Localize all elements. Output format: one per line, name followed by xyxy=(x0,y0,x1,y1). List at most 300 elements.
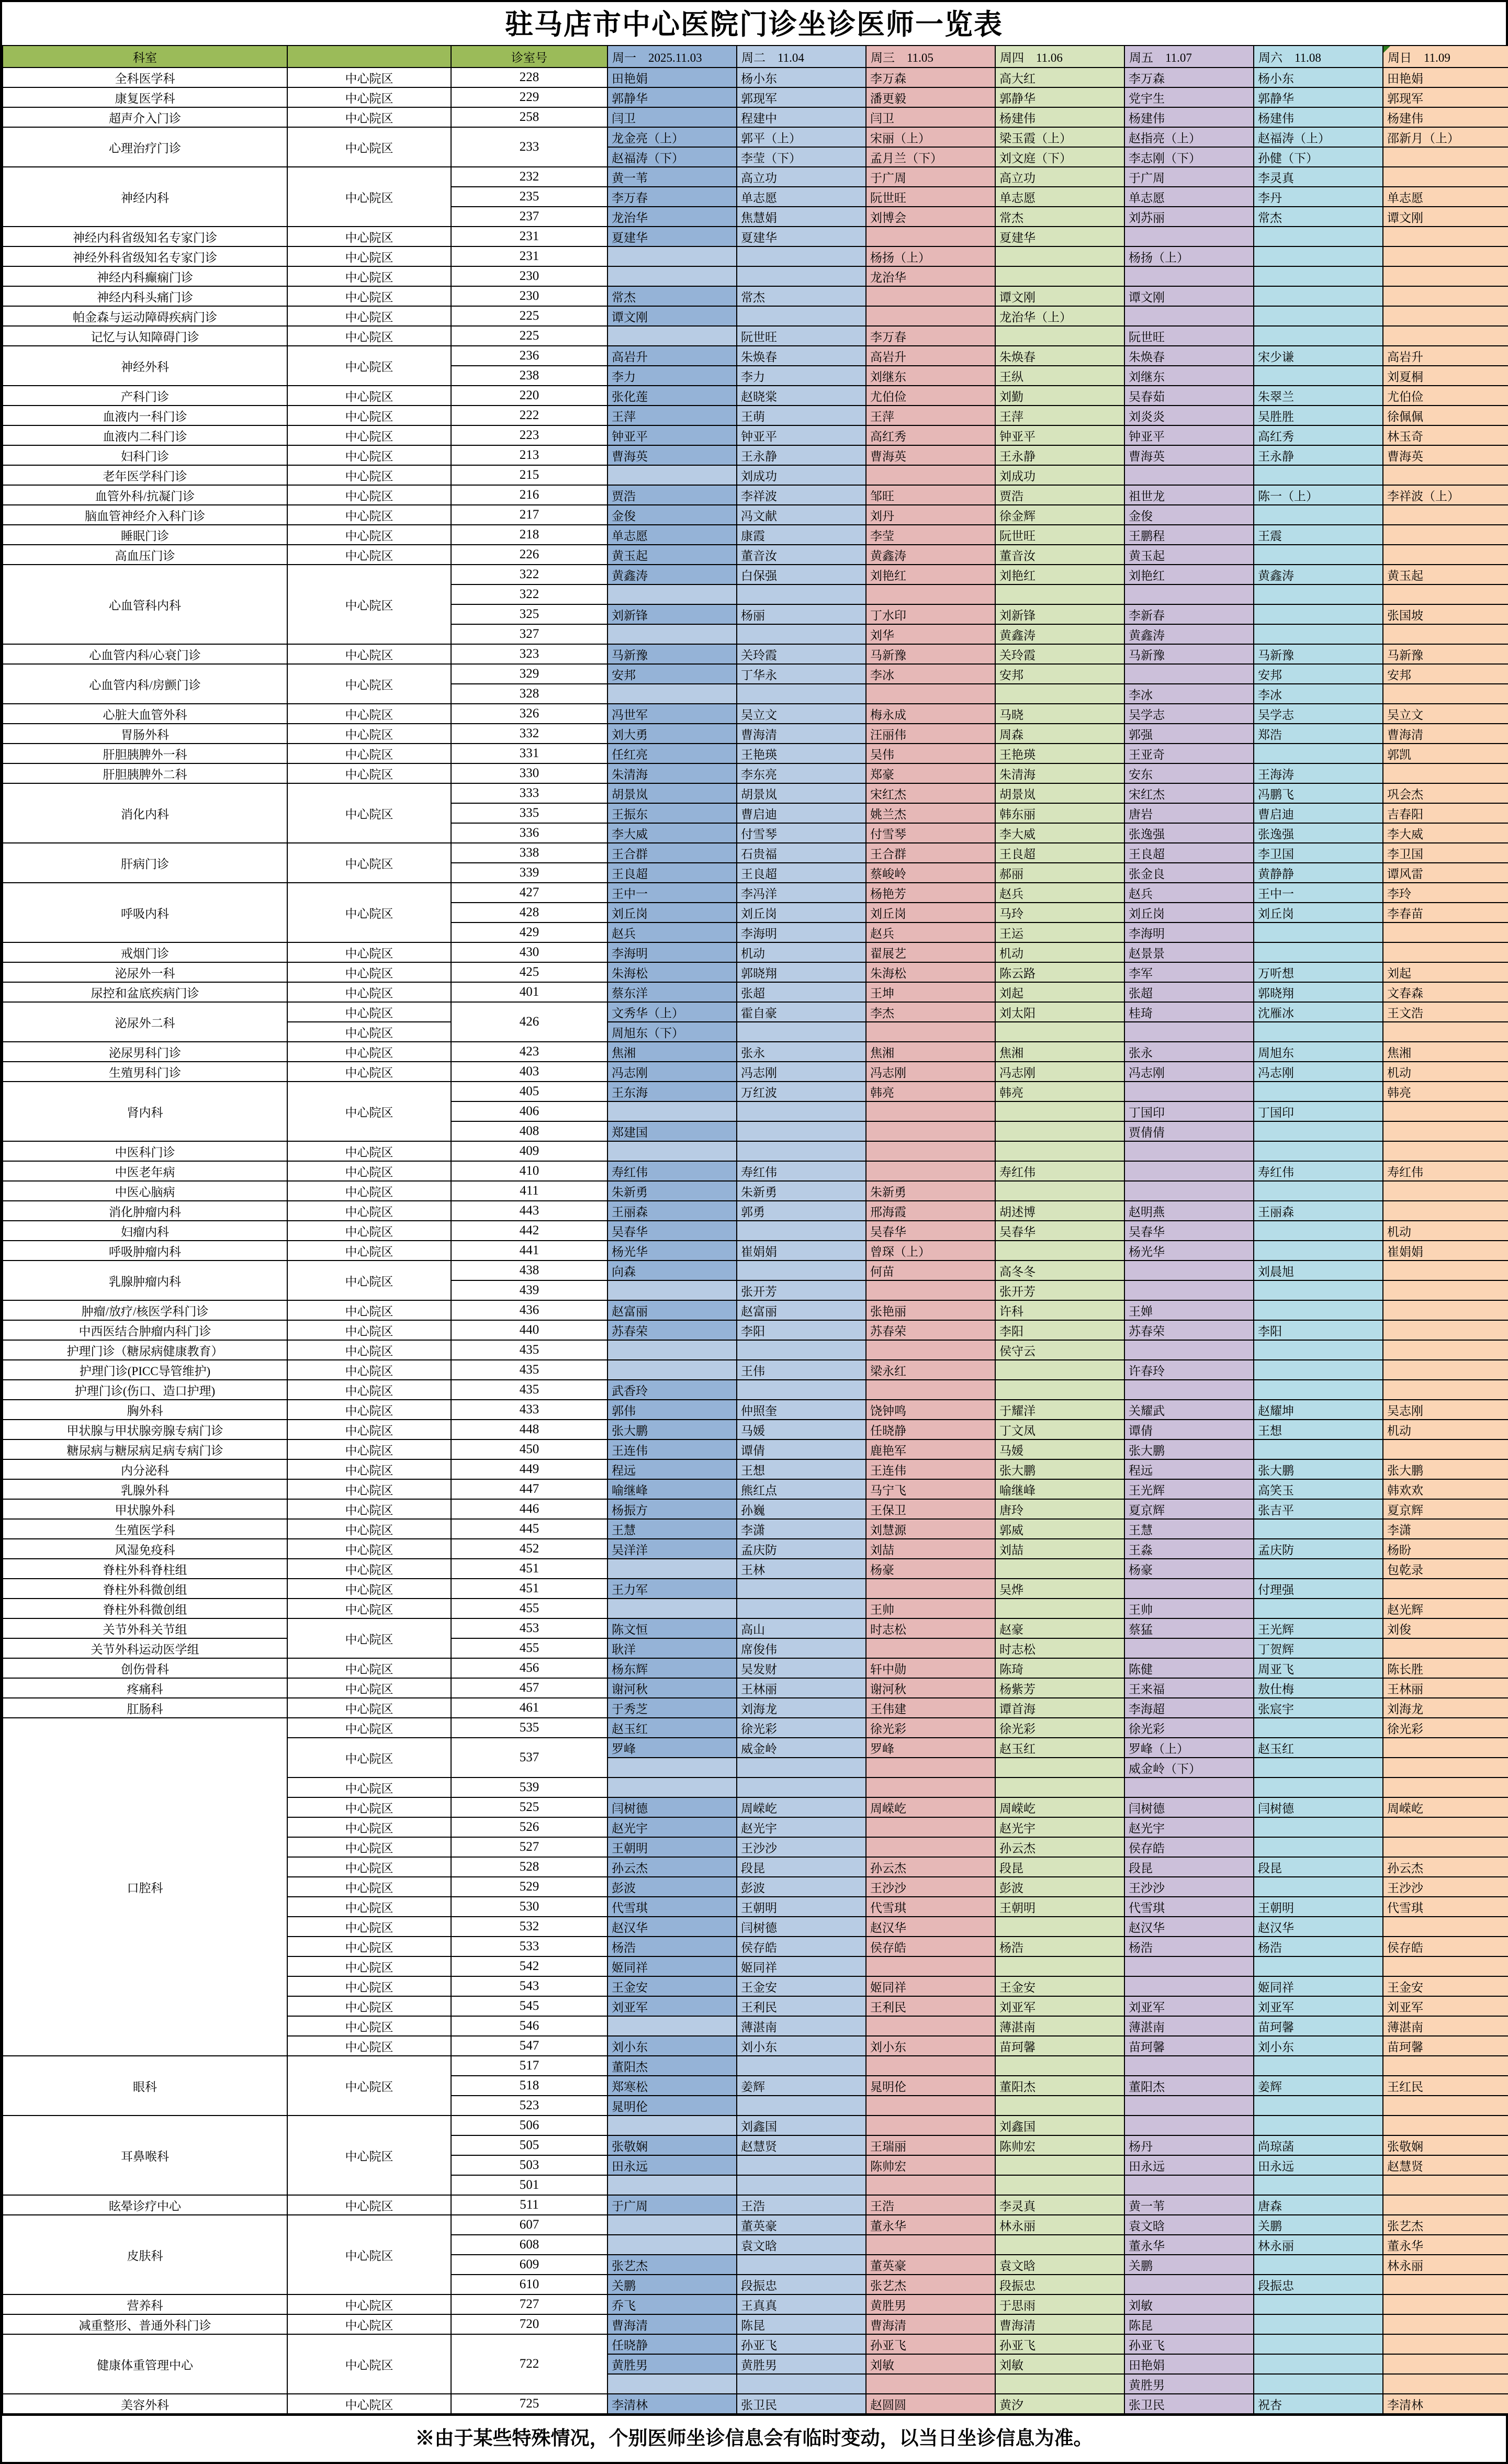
doctor-cell xyxy=(1254,942,1383,962)
doctor-cell: 李阳 xyxy=(1254,1320,1383,1340)
doctor-cell: 王金安 xyxy=(737,1976,866,1996)
doctor-cell: 李丹 xyxy=(1254,187,1383,207)
doctor-cell: 杨豪 xyxy=(866,1559,995,1579)
room-cell: 218 xyxy=(451,525,607,545)
doctor-cell xyxy=(1383,1022,1508,1042)
doctor-cell: 刘喆 xyxy=(995,1539,1124,1559)
doctor-cell xyxy=(1383,1777,1508,1797)
doctor-cell: 刘亚军 xyxy=(607,1996,737,2016)
campus-cell: 中心院区 xyxy=(287,962,451,982)
doctor-cell xyxy=(1254,1837,1383,1857)
campus-cell: 中心院区 xyxy=(287,1539,451,1559)
doctor-cell xyxy=(866,2235,995,2255)
doctor-cell: 赵光宇 xyxy=(607,1817,737,1837)
doctor-cell: 常杰 xyxy=(1254,207,1383,227)
doctor-cell: 张大鹏 xyxy=(1124,1439,1254,1459)
doctor-cell: 朱新勇 xyxy=(737,1181,866,1201)
doctor-cell: 陈健 xyxy=(1124,1658,1254,1678)
doctor-cell: 韩亮 xyxy=(1383,1082,1508,1101)
doctor-cell: 李力 xyxy=(607,366,737,386)
doctor-cell xyxy=(1383,1280,1508,1300)
doctor-cell xyxy=(866,227,995,246)
doctor-cell: 王金安 xyxy=(607,1976,737,1996)
doctor-cell xyxy=(1254,624,1383,644)
room-cell: 223 xyxy=(451,425,607,445)
doctor-cell: 刘亚军 xyxy=(1383,1996,1508,2016)
campus-cell: 中心院区 xyxy=(287,2215,451,2294)
doctor-cell: 苗珂馨 xyxy=(1124,2036,1254,2056)
doctor-cell: 邵新月（上） xyxy=(1383,127,1508,147)
doctor-cell: 寿红伟 xyxy=(737,1161,866,1181)
doctor-cell: 金俊 xyxy=(607,505,737,525)
doctor-cell xyxy=(1383,684,1508,704)
room-cell: 436 xyxy=(451,1300,607,1320)
doctor-cell: 郭强 xyxy=(1124,724,1254,744)
doctor-cell: 刘小东 xyxy=(1254,2036,1383,2056)
doctor-cell xyxy=(995,326,1124,346)
doctor-cell: 威金岭（下） xyxy=(1124,1758,1254,1777)
doctor-cell: 田艳娟 xyxy=(1124,2354,1254,2374)
room-cell: 445 xyxy=(451,1519,607,1539)
doctor-cell xyxy=(1254,326,1383,346)
doctor-cell: 邢海霞 xyxy=(866,1201,995,1221)
schedule-row xyxy=(3,246,1508,266)
schedule-row xyxy=(3,1618,1508,1638)
schedule-row xyxy=(3,942,1508,962)
room-cell: 461 xyxy=(451,1698,607,1718)
doctor-cell: 王萍 xyxy=(995,406,1124,425)
doctor-cell: 万听想 xyxy=(1254,962,1383,982)
schedule-row xyxy=(3,1638,1508,1658)
doctor-cell: 韩亮 xyxy=(866,1082,995,1101)
doctor-cell: 李莹（下） xyxy=(737,147,866,167)
doctor-cell: 刘亚军 xyxy=(995,1996,1124,2016)
doctor-cell: 张金良 xyxy=(1124,863,1254,883)
doctor-cell: 杨小东 xyxy=(737,67,866,87)
campus-cell: 中心院区 xyxy=(287,1300,451,1320)
doctor-cell xyxy=(1124,2096,1254,2116)
doctor-cell: 张大鹏 xyxy=(607,1420,737,1439)
doctor-cell: 李冯洋 xyxy=(737,883,866,903)
campus-cell: 中心院区 xyxy=(287,1897,451,1917)
doctor-cell: 安东 xyxy=(1124,763,1254,783)
campus-cell: 中心院区 xyxy=(287,1917,451,1937)
doctor-cell: 高岩升 xyxy=(607,346,737,366)
doctor-cell: 郭静华 xyxy=(995,87,1124,107)
doctor-cell: 闫树德 xyxy=(607,1797,737,1817)
dept-cell: 心理治疗门诊 xyxy=(3,127,287,167)
doctor-cell: 李新春 xyxy=(1124,604,1254,624)
doctor-cell xyxy=(1254,1877,1383,1897)
doctor-cell: 林永丽 xyxy=(995,2215,1124,2235)
doctor-cell: 高岩升 xyxy=(866,346,995,366)
doctor-cell: 刘丹 xyxy=(866,505,995,525)
room-cell: 433 xyxy=(451,1400,607,1420)
doctor-cell: 马玲 xyxy=(995,903,1124,922)
doctor-cell xyxy=(1383,1738,1508,1758)
campus-cell: 中心院区 xyxy=(287,246,451,266)
doctor-cell: 王朝明 xyxy=(607,1837,737,1857)
dept-cell: 血管外科/抗凝门诊 xyxy=(3,485,287,505)
room-cell: 511 xyxy=(451,2195,607,2215)
room-cell: 542 xyxy=(451,1956,607,1976)
campus-cell: 中心院区 xyxy=(287,266,451,286)
dept-cell: 泌尿男科门诊 xyxy=(3,1042,287,1062)
room-cell: 546 xyxy=(451,2016,607,2036)
doctor-cell xyxy=(1383,1758,1508,1777)
doctor-cell: 高山 xyxy=(737,1618,866,1638)
doctor-cell xyxy=(995,1121,1124,1141)
doctor-cell: 韩东丽 xyxy=(995,803,1124,823)
doctor-cell xyxy=(995,2175,1124,2195)
doctor-cell xyxy=(995,2056,1124,2076)
doctor-cell: 关玲霞 xyxy=(995,644,1124,664)
doctor-cell: 王金安 xyxy=(995,1976,1124,1996)
doctor-cell: 朱新勇 xyxy=(607,1181,737,1201)
doctor-cell: 曾琛（上） xyxy=(866,1241,995,1261)
campus-cell: 中心院区 xyxy=(287,485,451,505)
schedule-row xyxy=(3,664,1508,684)
room-cell: 505 xyxy=(451,2135,607,2155)
campus-cell: 中心院区 xyxy=(287,1956,451,1976)
campus-cell: 中心院区 xyxy=(287,1400,451,1420)
room-cell: 501 xyxy=(451,2175,607,2195)
dept-cell: 护理门诊（糖尿病健康教育） xyxy=(3,1340,287,1360)
doctor-cell: 吴春华 xyxy=(866,1221,995,1241)
doctor-cell: 程建中 xyxy=(737,107,866,127)
room-cell: 231 xyxy=(451,246,607,266)
campus-cell: 中心院区 xyxy=(287,763,451,783)
doctor-cell xyxy=(1254,366,1383,386)
doctor-cell xyxy=(737,1022,866,1042)
doctor-cell: 王东海 xyxy=(607,1082,737,1101)
room-cell: 456 xyxy=(451,1658,607,1678)
doctor-cell: 孙亚飞 xyxy=(1124,2334,1254,2354)
doctor-cell xyxy=(607,246,737,266)
doctor-cell: 程远 xyxy=(1124,1459,1254,1479)
header-cell-campus xyxy=(287,46,451,67)
doctor-cell xyxy=(1254,2294,1383,2314)
doctor-cell: 孟月兰（下） xyxy=(866,147,995,167)
room-cell: 539 xyxy=(451,1777,607,1797)
doctor-cell xyxy=(866,1022,995,1042)
campus-cell: 中心院区 xyxy=(287,942,451,962)
doctor-cell: 孙巍 xyxy=(737,1499,866,1519)
doctor-cell: 代雪琪 xyxy=(1124,1897,1254,1917)
doctor-cell: 张宸宇 xyxy=(1254,1698,1383,1718)
doctor-cell: 王萍 xyxy=(866,406,995,425)
doctor-cell: 赵光宇 xyxy=(995,1817,1124,1837)
doctor-cell xyxy=(1383,2374,1508,2394)
doctor-cell xyxy=(1383,266,1508,286)
schedule-row xyxy=(3,445,1508,465)
doctor-cell: 马媛 xyxy=(995,1439,1124,1459)
doctor-cell: 康霞 xyxy=(737,525,866,545)
doctor-cell xyxy=(995,1956,1124,1976)
schedule-row xyxy=(3,1439,1508,1459)
doctor-cell: 闫卫 xyxy=(607,107,737,127)
doctor-cell: 李冰 xyxy=(1254,684,1383,704)
doctor-cell xyxy=(1383,2294,1508,2314)
room-cell: 517 xyxy=(451,2056,607,2076)
room-cell: 429 xyxy=(451,922,607,942)
doctor-cell: 黄胜男 xyxy=(1124,2374,1254,2394)
doctor-cell: 刘大勇 xyxy=(607,724,737,744)
doctor-cell: 孙亚飞 xyxy=(737,2334,866,2354)
campus-cell: 中心院区 xyxy=(287,644,451,664)
doctor-cell: 王艳瑛 xyxy=(737,744,866,763)
doctor-cell: 梁永红 xyxy=(866,1360,995,1380)
doctor-cell: 王林丽 xyxy=(737,1678,866,1698)
doctor-cell: 郭威 xyxy=(995,1519,1124,1539)
doctor-cell: 于广周 xyxy=(1124,167,1254,187)
dept-cell: 神经内科 xyxy=(3,167,287,227)
doctor-cell: 段振忠 xyxy=(737,2275,866,2294)
doctor-cell xyxy=(1254,1280,1383,1300)
schedule-row xyxy=(3,87,1508,107)
doctor-cell: 徐光彩 xyxy=(995,1718,1124,1738)
doctor-cell: 王帅 xyxy=(1124,1599,1254,1618)
doctor-cell: 仲照奎 xyxy=(737,1400,866,1420)
schedule-row xyxy=(3,1082,1508,1101)
doctor-cell: 董阳杰 xyxy=(607,2056,737,2076)
dept-cell: 肛肠科 xyxy=(3,1698,287,1718)
doctor-cell: 单志愿 xyxy=(737,187,866,207)
campus-cell: 中心院区 xyxy=(287,67,451,87)
campus-cell: 中心院区 xyxy=(287,1062,451,1082)
room-cell: 336 xyxy=(451,823,607,843)
doctor-cell: 王中一 xyxy=(607,883,737,903)
doctor-cell xyxy=(737,2374,866,2394)
doctor-cell xyxy=(1124,2116,1254,2135)
campus-cell: 中心院区 xyxy=(287,1857,451,1877)
room-cell: 607 xyxy=(451,2215,607,2235)
campus-cell: 中心院区 xyxy=(287,1937,451,1956)
dept-cell: 肝胆胰脾外二科 xyxy=(3,763,287,783)
doctor-cell: 阮世旺 xyxy=(866,187,995,207)
doctor-cell: 阮世旺 xyxy=(1124,326,1254,346)
dept-cell: 心脏大血管外科 xyxy=(3,704,287,724)
doctor-cell: 祝杏 xyxy=(1254,2394,1383,2414)
doctor-cell xyxy=(1254,604,1383,624)
doctor-cell: 寿红伟 xyxy=(1383,1161,1508,1181)
doctor-cell xyxy=(1254,545,1383,565)
campus-cell: 中心院区 xyxy=(287,525,451,545)
room-cell: 258 xyxy=(451,107,607,127)
doctor-cell: 郑寒松 xyxy=(607,2076,737,2096)
doctor-cell: 龙治华 xyxy=(866,266,995,286)
doctor-cell: 冯文献 xyxy=(737,505,866,525)
doctor-cell: 吴伟 xyxy=(866,744,995,763)
doctor-cell xyxy=(607,2215,737,2235)
doctor-cell xyxy=(1124,1022,1254,1042)
doctor-cell: 张大鹏 xyxy=(995,1459,1124,1479)
header-cell-day-1: 周二 11.04 xyxy=(737,46,866,67)
room-cell: 545 xyxy=(451,1996,607,2016)
dept-cell: 创伤骨科 xyxy=(3,1658,287,1678)
schedule-row xyxy=(3,286,1508,306)
doctor-cell: 于耀洋 xyxy=(995,1400,1124,1420)
dept-cell: 肝胆胰脾外一科 xyxy=(3,744,287,763)
dept-cell: 妇科门诊 xyxy=(3,445,287,465)
doctor-cell: 冯志刚 xyxy=(607,1062,737,1082)
room-cell: 455 xyxy=(451,1599,607,1618)
doctor-cell xyxy=(1254,246,1383,266)
doctor-cell: 苗珂馨 xyxy=(995,2036,1124,2056)
room-cell: 451 xyxy=(451,1559,607,1579)
doctor-cell: 刘艳红 xyxy=(995,565,1124,584)
doctor-cell: 刘丘岗 xyxy=(737,903,866,922)
doctor-cell: 段昆 xyxy=(1124,1857,1254,1877)
doctor-cell: 郑建国 xyxy=(607,1121,737,1141)
room-cell: 727 xyxy=(451,2294,607,2314)
doctor-cell xyxy=(1383,2334,1508,2354)
doctor-cell: 黄一苇 xyxy=(1124,2195,1254,2215)
doctor-cell: 罗峰 xyxy=(607,1738,737,1758)
doctor-cell: 马宁飞 xyxy=(866,1479,995,1499)
doctor-cell: 刘亚军 xyxy=(1254,1996,1383,2016)
campus-cell: 中心院区 xyxy=(287,2314,451,2334)
doctor-cell xyxy=(1254,922,1383,942)
doctor-cell: 董永华 xyxy=(866,2215,995,2235)
room-cell: 438 xyxy=(451,1261,607,1280)
doctor-cell: 李祥波 xyxy=(737,485,866,505)
header-cell-day-2: 周三 11.05 xyxy=(866,46,995,67)
doctor-cell: 孟庆防 xyxy=(737,1539,866,1559)
room-cell: 232 xyxy=(451,167,607,187)
dept-cell: 神经外科 xyxy=(3,346,287,386)
schedule-row xyxy=(3,982,1508,1002)
room-cell: 443 xyxy=(451,1201,607,1221)
doctor-cell: 刘敏 xyxy=(866,2354,995,2374)
room-cell: 213 xyxy=(451,445,607,465)
doctor-cell: 陈琦 xyxy=(995,1658,1124,1678)
doctor-cell: 马新豫 xyxy=(1383,644,1508,664)
doctor-cell: 杨建伟 xyxy=(1254,107,1383,127)
campus-cell: 中心院区 xyxy=(287,87,451,107)
header-cell-day-0: 周一 2025.11.03 xyxy=(607,46,737,67)
schedule-row xyxy=(3,1678,1508,1698)
doctor-cell xyxy=(1383,1837,1508,1857)
doctor-cell: 赵豪 xyxy=(995,1618,1124,1638)
doctor-cell xyxy=(1383,1181,1508,1201)
doctor-cell xyxy=(1124,1976,1254,1996)
doctor-cell: 常杰 xyxy=(737,286,866,306)
schedule-row xyxy=(3,1380,1508,1400)
doctor-cell: 时志松 xyxy=(866,1618,995,1638)
doctor-cell: 侯存皓 xyxy=(866,1937,995,1956)
doctor-cell: 蔡东洋 xyxy=(607,982,737,1002)
doctor-cell: 冯志刚 xyxy=(995,1062,1124,1082)
doctor-cell: 任晓静 xyxy=(866,1420,995,1439)
doctor-cell: 唐岩 xyxy=(1124,803,1254,823)
schedule-row xyxy=(3,326,1508,346)
doctor-cell xyxy=(1124,306,1254,326)
doctor-cell: 刘起 xyxy=(1383,962,1508,982)
campus-cell: 中心院区 xyxy=(287,2294,451,2314)
doctor-cell: 段昆 xyxy=(737,1857,866,1877)
doctor-cell: 郭勇 xyxy=(737,1201,866,1221)
dept-cell: 睡眠门诊 xyxy=(3,525,287,545)
doctor-cell: 董英豪 xyxy=(866,2255,995,2275)
doctor-cell xyxy=(1383,1638,1508,1658)
dept-cell: 超声介入门诊 xyxy=(3,107,287,127)
doctor-cell: 刘小东 xyxy=(607,2036,737,2056)
room-cell: 530 xyxy=(451,1897,607,1917)
doctor-cell: 王婵 xyxy=(1124,1300,1254,1320)
doctor-cell: 王丽森 xyxy=(1254,1201,1383,1221)
room-cell: 442 xyxy=(451,1221,607,1241)
doctor-cell xyxy=(1383,1141,1508,1161)
doctor-cell xyxy=(1254,2374,1383,2394)
doctor-cell: 郝丽 xyxy=(995,863,1124,883)
doctor-cell xyxy=(737,2255,866,2275)
schedule-row xyxy=(3,1579,1508,1599)
doctor-cell: 吴洋洋 xyxy=(607,1539,737,1559)
doctor-cell: 夏建华 xyxy=(995,227,1124,246)
room-cell: 610 xyxy=(451,2275,607,2294)
doctor-cell: 席俊伟 xyxy=(737,1638,866,1658)
doctor-cell: 单志愿 xyxy=(1383,187,1508,207)
doctor-cell: 徐光彩 xyxy=(866,1718,995,1738)
doctor-cell: 李大威 xyxy=(995,823,1124,843)
doctor-cell xyxy=(1124,1181,1254,1201)
doctor-cell: 刘新锋 xyxy=(607,604,737,624)
doctor-cell: 高冬冬 xyxy=(995,1261,1124,1280)
campus-cell: 中心院区 xyxy=(287,1479,451,1499)
room-cell: 441 xyxy=(451,1241,607,1261)
room-cell: 455 xyxy=(451,1638,607,1658)
room-cell: 405 xyxy=(451,1082,607,1101)
campus-cell: 中心院区 xyxy=(287,744,451,763)
doctor-cell xyxy=(866,1638,995,1658)
schedule-row xyxy=(3,1400,1508,1420)
doctor-cell: 王连伟 xyxy=(866,1459,995,1479)
doctor-cell: 李军 xyxy=(1124,962,1254,982)
doctor-cell: 王利民 xyxy=(737,1996,866,2016)
room-cell: 326 xyxy=(451,704,607,724)
doctor-cell xyxy=(607,1280,737,1300)
doctor-cell: 赵光宇 xyxy=(737,1817,866,1837)
doctor-cell: 钟亚平 xyxy=(607,425,737,445)
campus-cell: 中心院区 xyxy=(287,127,451,167)
doctor-cell: 郭平（上） xyxy=(737,127,866,147)
doctor-cell: 杨光华 xyxy=(1124,1241,1254,1261)
doctor-cell xyxy=(995,2235,1124,2255)
doctor-cell: 付理强 xyxy=(1254,1579,1383,1599)
doctor-cell: 田艳娟 xyxy=(607,67,737,87)
doctor-cell xyxy=(737,1141,866,1161)
doctor-cell: 赵汉华 xyxy=(607,1917,737,1937)
doctor-cell: 朱焕春 xyxy=(1124,346,1254,366)
doctor-cell: 李海明 xyxy=(607,942,737,962)
campus-cell: 中心院区 xyxy=(287,1519,451,1539)
campus-cell: 中心院区 xyxy=(287,1161,451,1181)
doctor-cell xyxy=(866,2175,995,2195)
doctor-cell xyxy=(1254,1519,1383,1539)
doctor-cell: 郑浩 xyxy=(1254,724,1383,744)
doctor-cell: 杨建伟 xyxy=(995,107,1124,127)
doctor-cell xyxy=(866,1837,995,1857)
dept-cell: 胸外科 xyxy=(3,1400,287,1420)
dept-cell: 内分泌科 xyxy=(3,1459,287,1479)
doctor-cell xyxy=(866,1101,995,1121)
room-cell: 427 xyxy=(451,883,607,903)
dept-cell: 老年医学科门诊 xyxy=(3,465,287,485)
doctor-cell: 王浩 xyxy=(737,2195,866,2215)
room-cell: 406 xyxy=(451,1101,607,1121)
doctor-cell: 赵兵 xyxy=(866,922,995,942)
